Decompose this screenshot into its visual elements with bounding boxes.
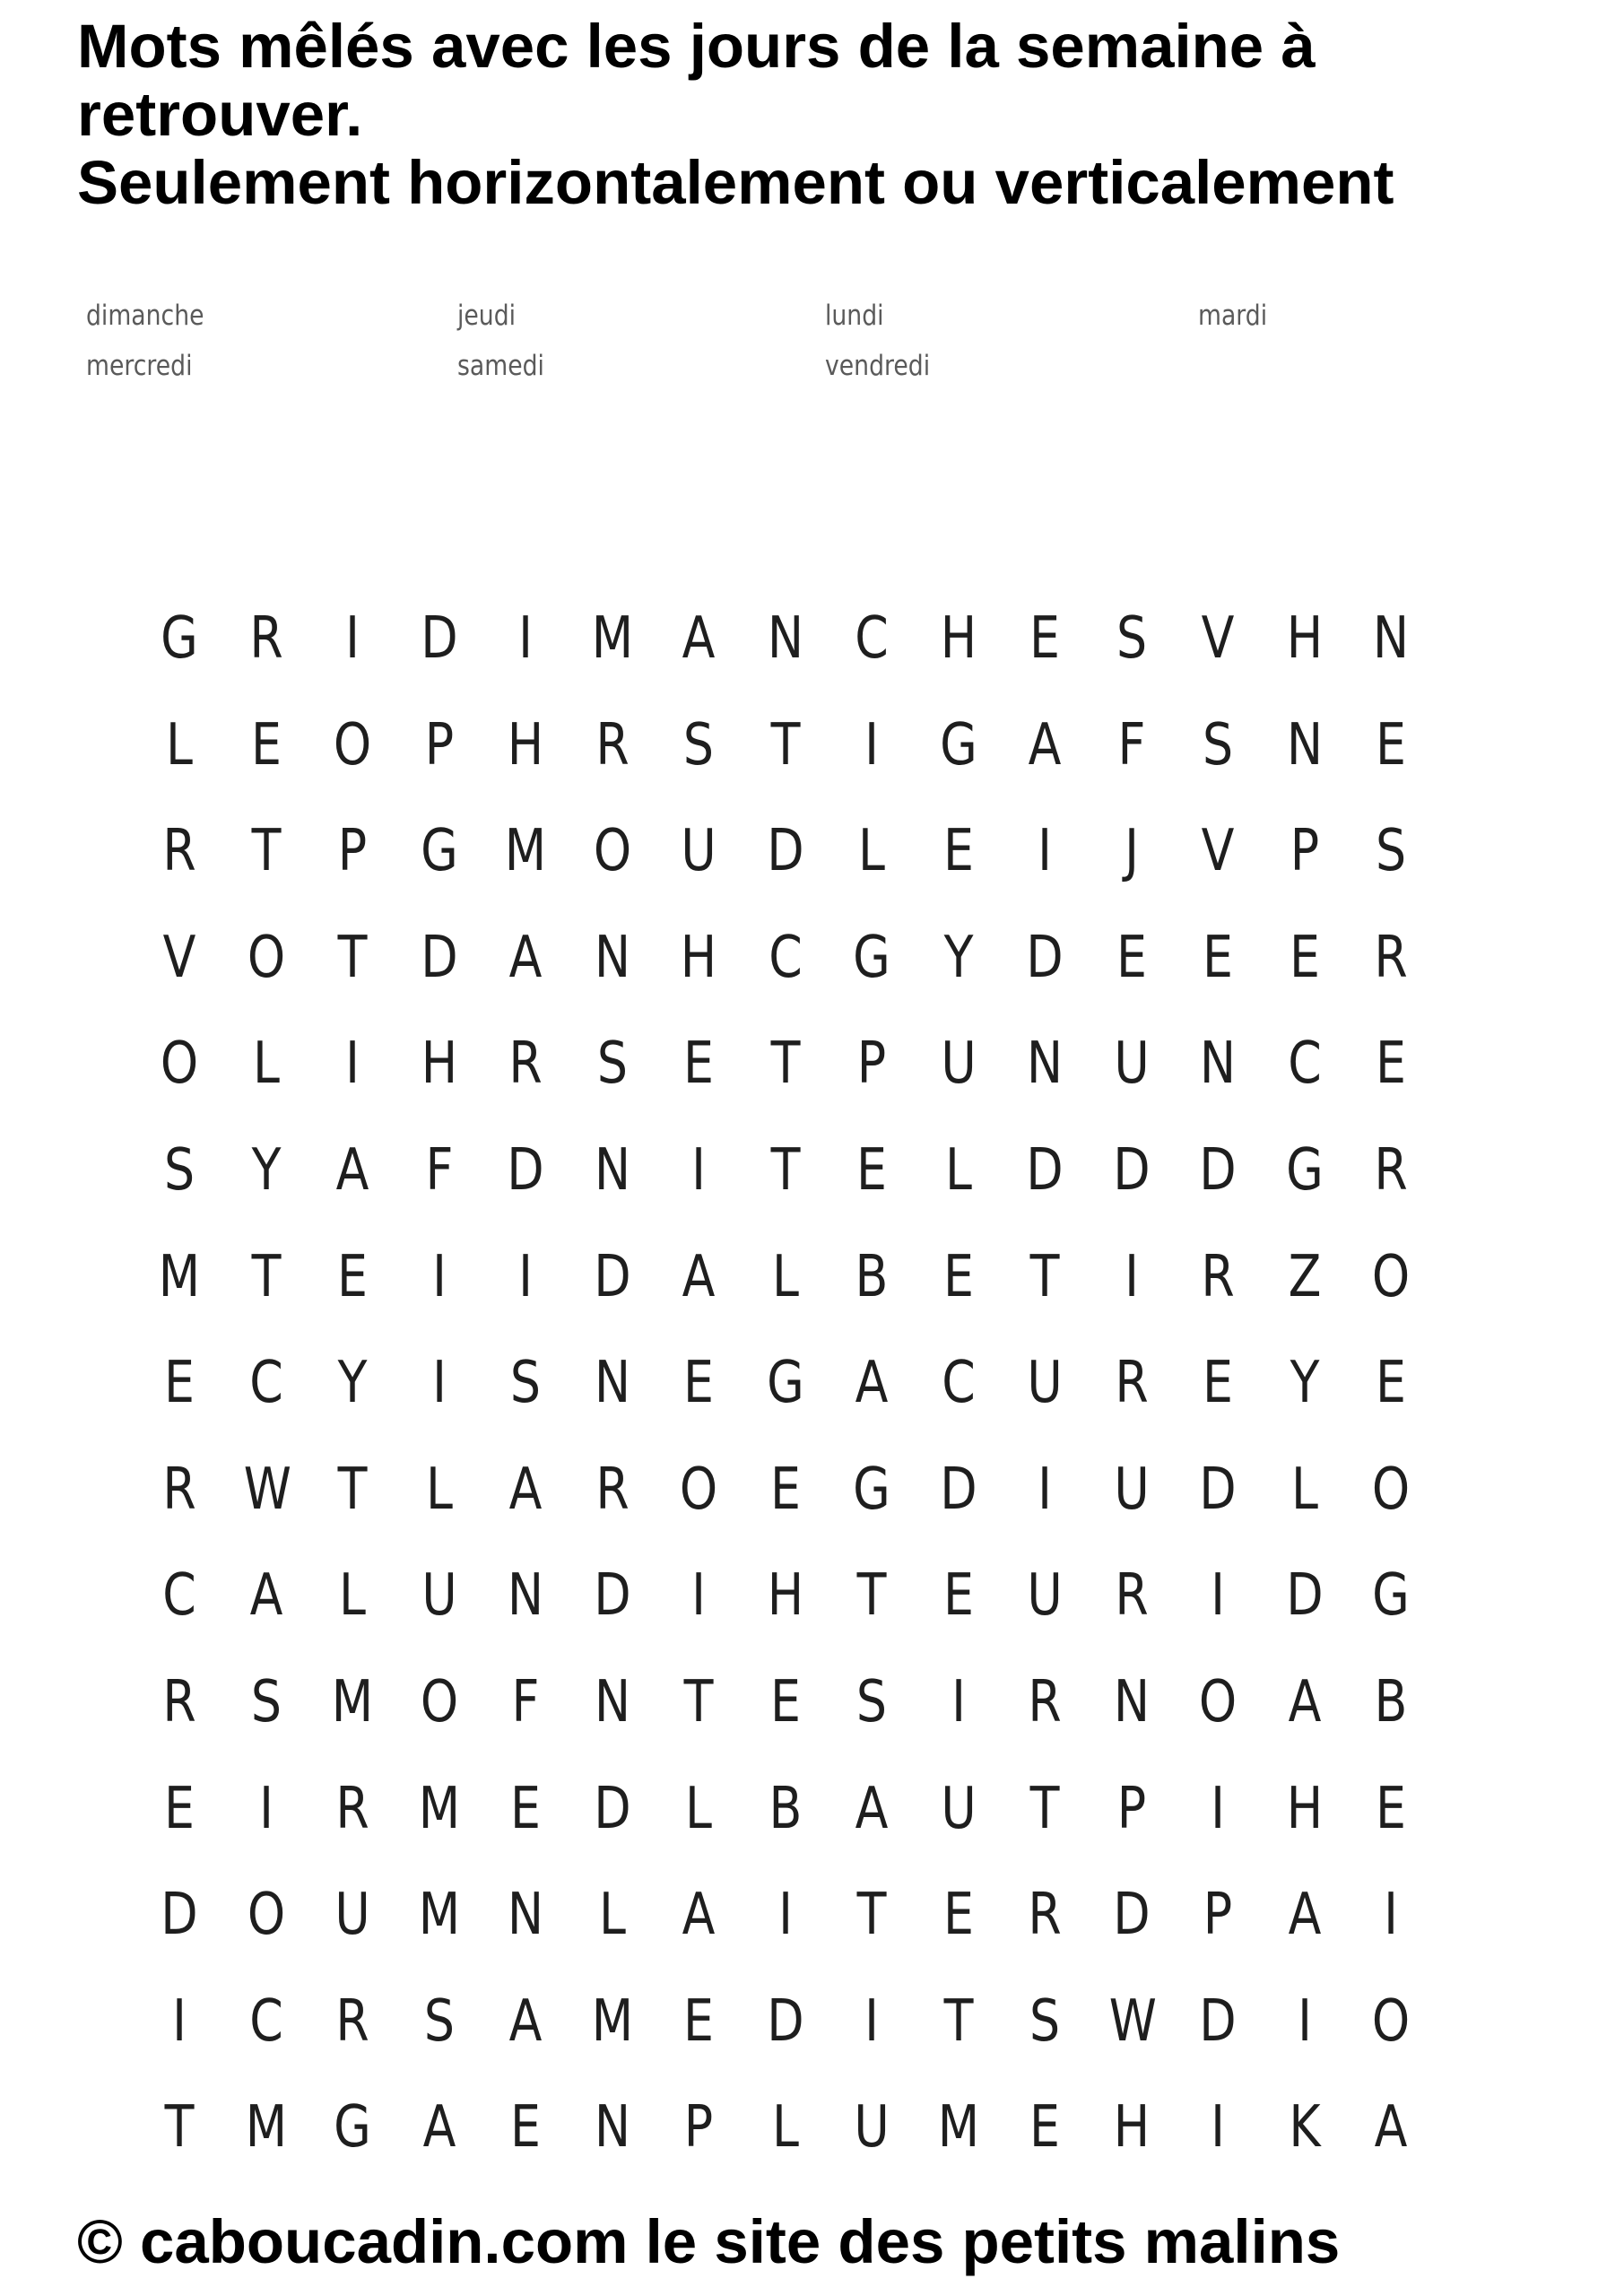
grid-letter: R [1114,1350,1149,1417]
grid-letter: E [942,1562,974,1630]
grid-letter: T [943,1987,973,2055]
grid-letter: J [1124,818,1139,885]
grid-letter: U [1113,1456,1150,1523]
grid-letter: I [691,1562,706,1630]
grid-letter: P [856,1031,887,1098]
grid-letter: D [507,1137,544,1204]
grid-letter: E [769,1456,801,1523]
grid-letter: O [247,1882,285,1949]
grid-letter: I [1038,1456,1052,1523]
grid-letter: R [335,1987,369,2055]
grid-letter: T [856,1882,887,1949]
grid-letter: H [421,1031,457,1098]
grid-letter: E [1203,924,1233,991]
grid-letter: P [1203,1882,1233,1949]
grid-letter: P [424,711,454,778]
grid-letter: B [769,1775,802,1842]
grid-letter: M [418,1775,460,1842]
grid-letter: P [1290,818,1319,885]
grid-letter: L [771,1243,799,1310]
grid-letter: Y [337,1350,368,1417]
grid-letter: A [1374,2094,1408,2161]
grid-letter: K [1288,2094,1321,2161]
grid-letter: E [337,1243,368,1310]
grid-letter: D [420,924,458,991]
grid-letter: H [1286,605,1323,672]
grid-letter: Y [1290,1350,1319,1417]
grid-letter: A [855,1775,889,1842]
grid-letter: I [1124,1243,1139,1310]
grid-letter: O [160,1031,199,1098]
grid-letter: Z [1288,1243,1321,1310]
grid-letter: I [1211,1562,1225,1630]
grid-letter: U [940,1775,977,1842]
grid-letter: W [243,1456,291,1523]
grid-letter: D [1199,1987,1237,2055]
grid-letter: M [245,2094,287,2161]
grid-letter: E [510,2094,541,2161]
grid-letter: S [509,1350,542,1417]
grid-letter: A [855,1350,889,1417]
grid-letter: I [1211,1775,1225,1842]
grid-letter: G [1372,1562,1410,1630]
grid-letter: T [251,1243,281,1310]
grid-letter: U [334,1882,370,1949]
grid-letter: U [940,1031,977,1098]
grid-letter: R [1028,1882,1062,1949]
grid-letter: G [420,818,458,885]
grid-letter: I [777,1882,793,1949]
grid-letter: D [593,1243,631,1310]
grid-letter: E [1289,924,1320,991]
grid-letter: I [431,1350,447,1417]
grid-letter: P [683,2094,714,2161]
grid-letter: N [1199,1031,1237,1098]
grid-letter: L [685,1775,712,1842]
grid-letter: H [1113,2094,1150,2161]
grid-letter: C [162,1562,196,1630]
grid-letter: F [511,1669,540,1735]
grid-letter: E [942,1882,974,1949]
grid-letter: I [1297,1987,1312,2055]
grid-letter: O [679,1456,718,1523]
grid-letter: R [595,1456,630,1523]
grid-letter: R [162,1456,196,1523]
grid-letter: D [1026,1137,1064,1204]
grid-letter: T [337,1456,368,1523]
grid-letter: I [431,1243,447,1310]
grid-letter: D [420,605,458,672]
grid-letter: H [507,711,544,778]
grid-letter: G [853,1456,890,1523]
grid-letter: I [1211,2094,1225,2161]
word-list-item: mardi [1198,300,1268,332]
grid-letter: E [250,711,282,778]
grid-letter: D [593,1775,631,1842]
grid-letter: N [594,1350,630,1417]
grid-letter: R [335,1775,369,1842]
grid-letter: R [1114,1562,1149,1630]
grid-letter: S [1375,818,1407,885]
grid-letter: L [339,1562,366,1630]
grid-letter: R [1374,924,1408,991]
grid-letter: E [683,1350,714,1417]
grid-letter: S [596,1031,628,1098]
grid-letter: L [858,818,885,885]
grid-letter: G [939,711,977,778]
grid-letter: I [258,1775,274,1842]
grid-letter: C [855,605,889,672]
grid-letter: D [593,1562,631,1630]
grid-letter: S [1029,1987,1061,2055]
grid-letter: R [1028,1669,1062,1735]
word-list-item: mercredi [86,350,193,382]
grid-letter: N [594,924,630,991]
grid-letter: A [1028,711,1062,778]
grid-letter: G [853,924,890,991]
grid-letter: I [864,1987,879,2055]
grid-letter: I [172,1987,187,2055]
grid-letter: S [163,1137,195,1204]
grid-letter: U [681,818,716,885]
grid-letter: I [1384,1882,1398,1949]
grid-letter: D [1199,1137,1237,1204]
grid-letter: M [591,605,633,672]
grid-letter: A [682,605,716,672]
grid-letter: H [940,605,977,672]
grid-letter: O [1371,1987,1411,2055]
grid-letter: E [1376,1775,1406,1842]
grid-letter: D [161,1882,198,1949]
grid-letter: B [855,1243,889,1310]
word-list-item: samedi [457,350,544,382]
grid-letter: S [250,1669,282,1735]
grid-letter: S [1202,711,1234,778]
grid-letter: E [769,1669,801,1735]
grid-letter: R [1201,1243,1235,1310]
grid-letter: S [1116,605,1147,672]
grid-letter: C [1287,1031,1322,1098]
grid-letter: L [598,1882,626,1949]
grid-letter: N [507,1562,544,1630]
grid-letter: T [1029,1775,1060,1842]
grid-letter: Y [251,1137,281,1204]
grid-letter: A [1288,1669,1321,1735]
grid-letter: W [1108,1987,1157,2055]
grid-letter: O [1371,1456,1411,1523]
grid-letter: T [1029,1243,1060,1310]
grid-letter: T [770,1031,800,1098]
grid-letter: E [1376,1031,1406,1098]
grid-letter: I [345,1031,360,1098]
grid-letter: E [510,1775,541,1842]
grid-letter: N [594,1137,630,1204]
grid-letter: O [247,924,285,991]
grid-letter: T [770,711,800,778]
grid-letter: S [855,1669,888,1735]
grid-letter: T [164,2094,195,2161]
grid-letter: T [770,1137,800,1204]
grid-letter: N [594,2094,630,2161]
grid-letter: E [683,1987,714,2055]
grid-letter: F [425,1137,453,1204]
grid-letter: V [1201,818,1235,885]
grid-letter: S [423,1987,455,2055]
word-list-item: lundi [825,300,884,332]
grid-letter: U [854,2094,890,2161]
grid-letter: H [680,924,717,991]
grid-letter: N [767,605,803,672]
grid-letter: C [248,1350,283,1417]
letter-grid [158,603,1471,2208]
grid-letter: E [942,818,974,885]
grid-letter: G [161,605,198,672]
grid-letter: A [682,1243,716,1310]
grid-letter: O [593,818,631,885]
grid-letter: R [1374,1137,1408,1204]
grid-letter: I [518,605,533,672]
grid-letter: P [1116,1775,1146,1842]
word-list [86,300,1431,407]
grid-letter: L [944,1137,972,1204]
grid-letter: M [418,1882,460,1949]
title-line-3: Seulement horizontalement ou verticalement [77,148,1394,217]
grid-letter: E [1376,711,1406,778]
grid-letter: E [1376,1350,1406,1417]
grid-letter: O [420,1669,458,1735]
grid-letter: T [856,1562,887,1630]
grid-letter: C [768,924,803,991]
title-line-1: Mots mêlés avec les jours de la semaine à [77,12,1316,81]
grid-letter: T [251,818,281,885]
grid-letter: V [162,924,196,991]
word-list-item: vendredi [825,350,931,382]
grid-letter: A [682,1882,716,1949]
grid-letter: A [249,1562,282,1630]
grid-letter: H [767,1562,803,1630]
grid-letter: A [1288,1882,1321,1949]
page-title [77,13,1602,217]
grid-letter: A [335,1137,369,1204]
grid-letter: M [504,818,547,885]
grid-letter: R [508,1031,543,1098]
grid-letter: P [337,818,368,885]
grid-letter: E [1116,924,1147,991]
grid-letter: L [771,2094,799,2161]
grid-letter: N [594,1669,630,1735]
grid-letter: F [1117,711,1145,778]
grid-letter: H [1286,1775,1323,1842]
grid-letter: I [691,1137,706,1204]
grid-letter: G [1285,1137,1324,1204]
grid-letter: L [1290,1456,1318,1523]
grid-letter: U [1113,1031,1150,1098]
grid-letter: E [683,1031,714,1098]
grid-letter: V [1201,605,1235,672]
grid-letter: N [507,1882,544,1949]
grid-letter: C [941,1350,976,1417]
grid-letter: S [682,711,715,778]
grid-letter: D [1026,924,1064,991]
grid-letter: M [937,2094,979,2161]
grid-letter: E [164,1350,195,1417]
grid-letter: Y [943,924,973,991]
grid-letter: D [1112,1137,1151,1204]
word-list-item: jeudi [457,300,517,332]
grid-letter: D [1285,1562,1324,1630]
grid-letter: L [425,1456,453,1523]
grid-letter: I [518,1243,533,1310]
grid-letter: C [248,1987,283,2055]
grid-letter: G [334,2094,371,2161]
grid-letter: M [591,1987,633,2055]
grid-letter: R [162,818,196,885]
grid-letter: N [1372,605,1410,672]
grid-letter: L [252,1031,280,1098]
grid-letter: I [951,1669,966,1735]
grid-letter: D [766,818,804,885]
grid-letter: D [766,1987,804,2055]
grid-letter: U [421,1562,457,1630]
grid-letter: R [248,605,283,672]
grid-letter: A [508,1987,543,2055]
grid-letter: U [1027,1350,1063,1417]
grid-letter: N [1286,711,1323,778]
grid-letter: O [333,711,372,778]
grid-letter: D [1112,1882,1151,1949]
grid-letter: I [864,711,879,778]
grid-letter: D [939,1456,977,1523]
word-list-item: dimanche [86,300,204,332]
grid-letter: N [1113,1669,1150,1735]
grid-letter: R [595,711,630,778]
grid-letter: I [1038,818,1052,885]
grid-letter: L [166,711,193,778]
title-line-2: retrouver. [77,80,363,149]
grid-letter: O [1371,1243,1411,1310]
grid-letter: A [508,1456,543,1523]
footer-copyright: © caboucadin.com le site des petits malins [77,2207,1341,2276]
grid-letter: E [1029,605,1060,672]
grid-letter: A [508,924,543,991]
grid-letter: E [856,1137,887,1204]
grid-letter: E [1203,1350,1233,1417]
grid-letter: B [1374,1669,1408,1735]
grid-letter: T [683,1669,714,1735]
grid-letter: U [1027,1562,1063,1630]
grid-letter: E [942,1243,974,1310]
grid-letter: E [1029,2094,1060,2161]
grid-letter: G [766,1350,804,1417]
grid-letter: N [1026,1031,1064,1098]
grid-letter: M [331,1669,374,1735]
grid-letter: O [1198,1669,1238,1735]
grid-letter: D [1199,1456,1237,1523]
grid-letter: E [164,1775,195,1842]
grid-letter: A [422,2094,456,2161]
grid-letter: I [345,605,360,672]
grid-letter: R [162,1669,196,1735]
grid-letter: T [337,924,368,991]
grid-letter: M [158,1243,201,1310]
